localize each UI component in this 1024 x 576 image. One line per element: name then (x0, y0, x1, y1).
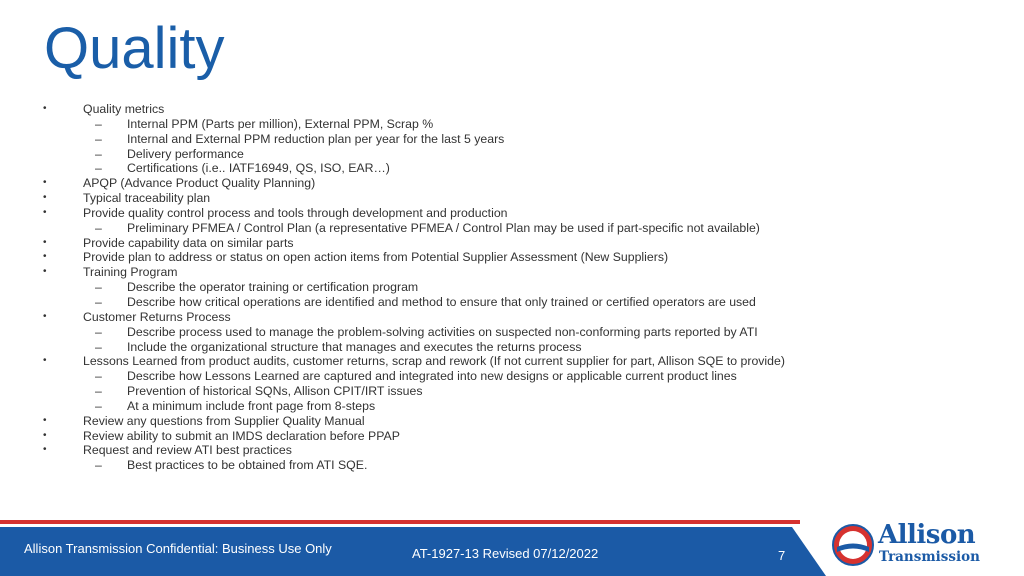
bullet-item (0, 443, 1024, 458)
bullet-dot-icon: • (43, 103, 47, 114)
dash-marker-icon: – (95, 146, 102, 161)
bullet-text: Internal and External PPM reduction plan per year for the last 5 years (127, 131, 505, 146)
dash-marker-icon: – (95, 280, 102, 295)
bullet-text: Include the organizational structure that manages and executes the returns process (127, 339, 582, 354)
bullet-item (0, 310, 1024, 325)
bullet-dot-icon: • (43, 236, 47, 248)
bullet-text: Describe the operator training or certification program (127, 280, 419, 295)
bullet-dot-icon: • (43, 355, 47, 367)
bullet-text: APQP (Advance Product Quality Planning) (83, 176, 316, 191)
logo-word-transmission: Transmission (879, 549, 980, 565)
dash-marker-icon: – (95, 369, 102, 384)
bullet-text: Review any questions from Supplier Quality Manual (83, 413, 365, 428)
bullet-text: Typical traceability plan (83, 191, 211, 206)
bullet-text: Internal PPM (Parts per million), External PPM, Scrap % (127, 116, 434, 131)
sub-bullet-item (0, 340, 1024, 355)
bullet-item (0, 206, 1024, 221)
dash-marker-icon: – (95, 384, 102, 399)
dash-marker-icon: – (95, 339, 102, 354)
bullet-item (0, 191, 1024, 206)
bullet-dot-icon: • (43, 206, 47, 218)
bullet-item (0, 354, 1024, 369)
sub-bullet-item (0, 221, 1024, 236)
bullet-text: Describe how critical operations are identified and method to ensure that only trained or certified operators are used (127, 294, 756, 309)
footer-white-stripe (0, 524, 800, 527)
sub-bullet-item (0, 458, 1024, 473)
bullet-dot-icon: • (43, 414, 47, 426)
bullet-list (0, 102, 1024, 473)
bullet-text: Lessons Learned from product audits, customer returns, scrap and rework (If not current supplier for part, Allison SQE to provide) (83, 354, 785, 369)
bullet-item (0, 176, 1024, 191)
bullet-item (0, 429, 1024, 444)
bullet-item (0, 102, 1024, 117)
bullet-text: Delivery performance (127, 146, 244, 161)
bullet-item (0, 414, 1024, 429)
bullet-text: Preliminary PFMEA / Control Plan (a representative PFMEA / Control Plan may be used if part-specific not available) (127, 220, 760, 235)
sub-bullet-item (0, 369, 1024, 384)
dash-marker-icon: – (95, 324, 102, 339)
bullet-text: Provide quality control process and tools through development and production (83, 205, 508, 220)
sub-bullet-item (0, 117, 1024, 132)
sub-bullet-item (0, 399, 1024, 414)
dash-marker-icon: – (95, 131, 102, 146)
bullet-item (0, 236, 1024, 251)
footer-page-number: 7 (778, 548, 786, 563)
bullet-dot-icon: • (43, 251, 47, 263)
bullet-item (0, 250, 1024, 265)
sub-bullet-item (0, 147, 1024, 162)
logo-word-allison: Allison (878, 520, 976, 550)
sub-bullet-item (0, 325, 1024, 340)
bullet-text: Describe process used to manage the problem-solving activities on suspected non-conforming parts reported by ATI (127, 324, 758, 339)
dash-marker-icon: – (95, 161, 102, 176)
bullet-dot-icon: • (43, 177, 47, 189)
sub-bullet-item (0, 280, 1024, 295)
sub-bullet-item (0, 132, 1024, 147)
dash-marker-icon: – (95, 458, 102, 473)
sub-bullet-item (0, 295, 1024, 310)
bullet-dot-icon: • (43, 310, 47, 322)
bullet-dot-icon: • (43, 266, 47, 278)
bullet-dot-icon: • (43, 444, 47, 456)
sub-bullet-item (0, 161, 1024, 176)
sub-bullet-item (0, 384, 1024, 399)
dash-marker-icon: – (95, 398, 102, 413)
bullet-dot-icon: • (43, 429, 47, 441)
bullet-text: Certifications (i.e.. IATF16949, QS, ISO, EAR…) (127, 161, 390, 176)
bullet-text: Quality metrics (83, 102, 165, 116)
footer-confidential-text: Allison Transmission Confidential: Business Use Only (24, 541, 332, 556)
bullet-text: Prevention of historical SQNs, Allison CPIT/IRT issues (127, 384, 423, 399)
bullet-text: Describe how Lessons Learned are captured and integrated into new designs or applicable current product lines (127, 369, 737, 384)
bullet-text: Provide plan to address or status on open action items from Potential Supplier Assessment (New Suppliers) (83, 250, 669, 265)
dash-marker-icon: – (95, 294, 102, 309)
allison-logo (832, 522, 1002, 572)
dash-marker-icon: – (95, 116, 102, 131)
footer-doc-number: AT-1927-13 Revised 07/12/2022 (412, 546, 599, 561)
bullet-text: At a minimum include front page from 8-steps (127, 398, 376, 413)
allison-emblem-icon (832, 524, 874, 566)
bullet-text: Review ability to submit an IMDS declaration before PPAP (83, 428, 400, 443)
bullet-text: Training Program (83, 265, 178, 280)
dash-marker-icon: – (95, 220, 102, 235)
bullet-item (0, 265, 1024, 280)
bullet-text: Provide capability data on similar parts (83, 235, 294, 250)
bullet-dot-icon: • (43, 192, 47, 204)
bullet-text: Customer Returns Process (83, 309, 231, 324)
slide-title: Quality (44, 16, 225, 81)
bullet-text: Best practices to be obtained from ATI SQE. (127, 458, 368, 473)
bullet-text: Request and review ATI best practices (83, 443, 292, 458)
